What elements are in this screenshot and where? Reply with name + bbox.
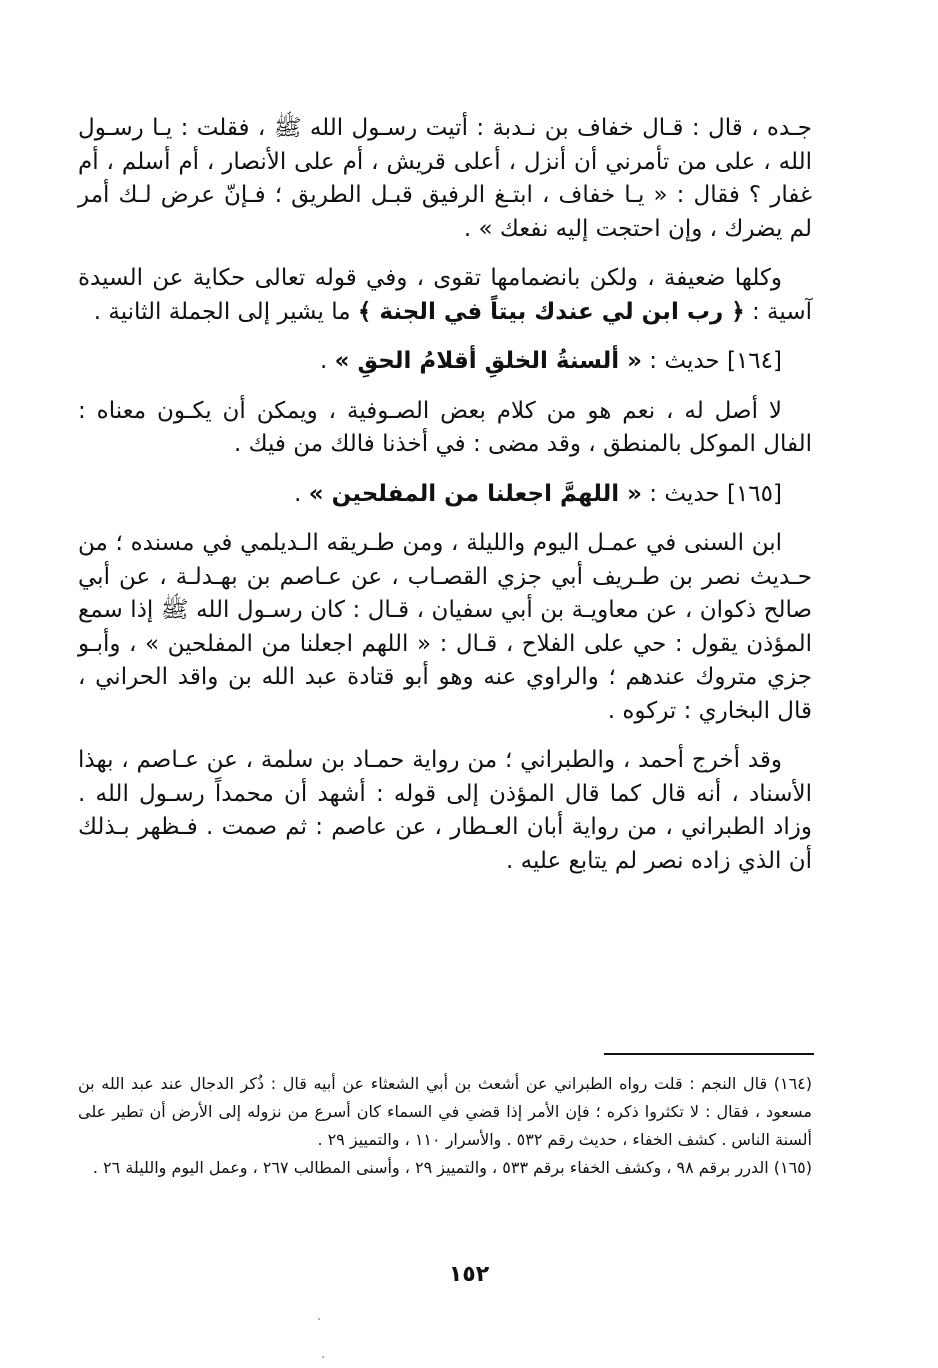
scan-speck xyxy=(318,1318,320,1320)
footnote-164: (١٦٤) قال النجم : قلت رواه الطبراني عن أشعث بن أبي الشعثاء عن أبيه قال : ذُكر الدجال عند عبد الله بن مسعود ، فقال : لا تكثروا ذكره ؛ فإن الأمر إذا قضي في السماء كان أسرع من نزوله إلى الأرض أن تطير على ألسنة الناس . كشف الخفاء ، حديث رقم ٥٣٢ . والأسرار ١١٠ ، والتمييز ٢٩ . xyxy=(78,1074,812,1149)
hadith-165-text: « اللهمَّ اجعلنا من المفلحين » xyxy=(308,480,642,507)
paragraph-2 xyxy=(78,262,812,329)
hadith-165-number: [١٦٥] xyxy=(726,480,782,507)
hadith-164-text: « ألسنةُ الخلقِ أقلامُ الحقِ » xyxy=(334,348,642,374)
footnote-165: (١٦٥) الدرر برقم ٩٨ ، وكشف الخفاء برقم ٥٣٣ ، والتمييز ٢٩ ، وأسنى المطالب ٢٦٧ ، وعمل اليوم والليلة ٢٦ . xyxy=(92,1158,812,1177)
footnote-divider xyxy=(604,1053,814,1055)
hadith-164-end: . xyxy=(320,348,335,374)
paragraph-3: لا أصل له ، نعم هو من كلام بعض الصـوفية ، ويمكن أن يكـون معناه : الفال الموكل بالمنطق ، وقد مضى : في أخذنا فالك من فيك . xyxy=(78,397,812,457)
paragraph-4: ابن السنى في عمـل اليوم والليلة ، ومن طـريقه الـديلمي في مسنده ؛ من حـديث نصر بن طـريف أبي جزي القصـاب ، عن عـاصم بن بهـدلـة ، عن أبي صالح ذكوان ، عن معاويـة بن أبي سفيان ، قـال : كان رسـول الله ﷺ إذا سمع المؤذن يقول : حي على الفلاح ، قـال : « اللهم اجعلنا من المفلحين » ، وأبـو جزي متروك عندهم ؛ والراوي عنه وهو أبو قتادة عبد الله بن واقد الحراني ، قال البخاري : تركوه . xyxy=(78,530,812,724)
scan-speck xyxy=(322,1356,324,1358)
page-number: ١٥٢ xyxy=(448,1262,490,1287)
hadith-165-label: حديث : xyxy=(642,480,727,507)
hadith-165-heading xyxy=(78,478,812,512)
hadith-164-heading xyxy=(78,345,812,379)
paragraph-1: جـده ، قال : قـال خفاف بن نـدبة : أتيت رسـول الله ﷺ ، فقلت : يـا رسـول الله ، على من تأمرني أن أنزل ، أعلى قريش ، أم على الأنصار ، أم أسلم ، أم غفار ؟ فقال : « يـا خفاف ، ابتـغ الرفيق قبـل الطريق ؛ فـإنّ عرض لـك أمر لم يضرك ، وإن احتجت إليه نفعك » . xyxy=(78,115,812,242)
footnotes xyxy=(78,1070,812,1182)
paragraph-2-text-b: ما يشير إلى الجملة الثانية . xyxy=(93,298,358,325)
hadith-164-label: حديث : xyxy=(642,348,727,374)
paragraph-2-text-a: وكلها ضعيفة ، ولكن بانضمامها تقوى ، وفي قوله تعالى حكاية عن السيدة آسية : xyxy=(78,265,812,325)
hadith-165-end: . xyxy=(294,480,309,507)
hadith-164-number: [١٦٤] xyxy=(726,348,782,374)
paragraph-5: وقد أخرج أحمد ، والطبراني ؛ من رواية حمـاد بن سلمة ، عن عـاصم ، بهذا الأسناد ، أنه قال كما قال المؤذن إلى قوله : أشهد أن محمداً رسـول الله . وزاد الطبراني ، من رواية أبان العـطار ، عن عاصم : ثم صمت . فـظهر بـذلك أن الذي زاده نصر لم يتابع عليه . xyxy=(78,747,812,874)
quran-quote: ﴿ رب ابن لي عندك بيتاً في الجنة ﴾ xyxy=(357,298,745,325)
page-body xyxy=(78,112,812,894)
